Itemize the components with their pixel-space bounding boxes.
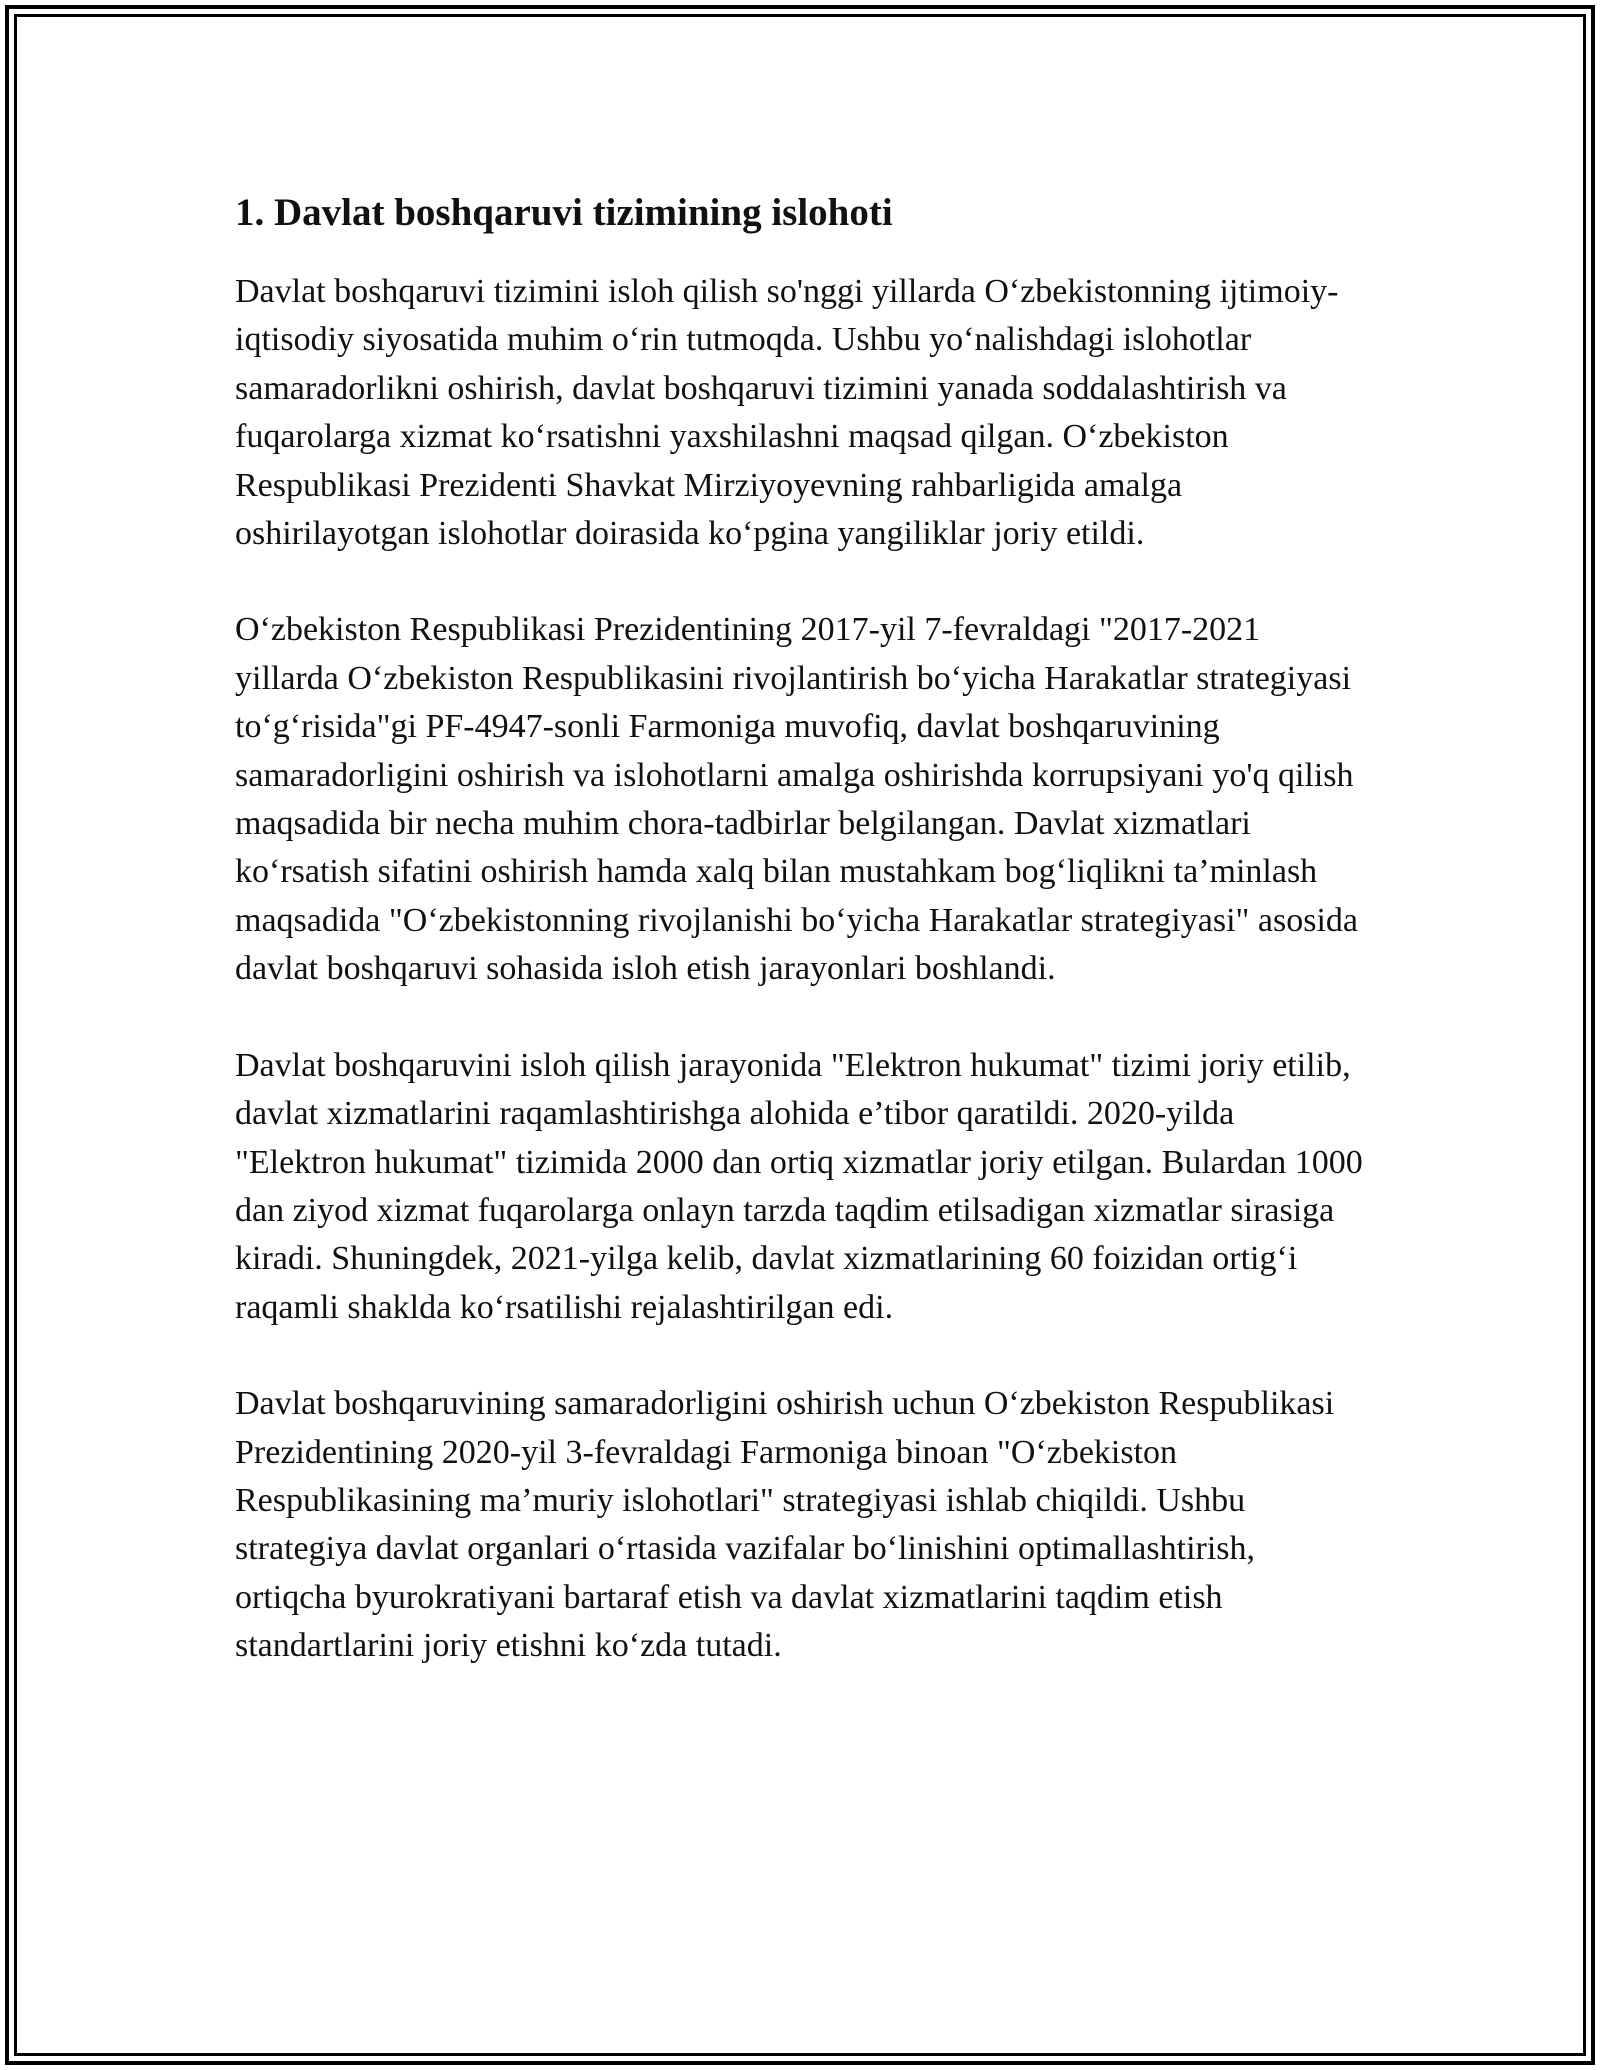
paragraph-1: Davlat boshqaruvi tizimini isloh qilish so'nggi yillarda O‘zbekistonning ijtimoiy-iqtisodiy siyosatida muhim o‘rin tutmoqda. Ushbu yo‘nalishdagi islohotlar samaradorlikni oshirish, davlat boshqaruvi tizimini yanada soddalashtirish va fuqarolarga xizmat ko‘rsatishni yaxshilashni maqsad qilgan. O‘zbekiston Respublikasi Prezidenti Shavkat Mirziyoyevning rahbarligida amalga oshirilayotgan islohotlar doirasida ko‘pgina yangiliklar joriy etildi. <box>235 273 1339 553</box>
paragraph-3: Davlat boshqaruvini isloh qilish jarayonida "Elektron hukumat" tizimi joriy etilib, davlat xizmatlarini raqamlashtirishga alohida e’tibor qaratildi. 2020-yilda "Elektron hukumat" tizimida 2000 dan ortiq xizmatlar joriy etilgan. Bulardan 1000 dan ziyod xizmat fuqarolarga onlayn tarzda taqdim etilsadigan xizmatlar sirasiga kiradi. Shuningdek, 2021-yilga kelib, davlat xizmatlarining 60 foizidan ortig‘i raqamli shaklda ko‘rsatilishi rejalashtirilgan edi. <box>235 1046 1363 1326</box>
paragraph-4: Davlat boshqaruvining samaradorligini oshirish uchun O‘zbekiston Respublikasi Prezidentining 2020-yil 3-fevraldagi Farmoniga binoan "O‘zbekiston Respublikasining ma’muriy islohotlari" strategiyasi ishlab chiqildi. Ushbu strategiya davlat organlari o‘rtasida vazifalar bo‘linishini optimallashtirish, ortiqcha byurokratiyani bartaraf etish va davlat xizmatlarini taqdim etish standartlarini joriy etishni ko‘zda tutadi. <box>235 1385 1335 1665</box>
document-body <box>235 186 1365 1671</box>
paragraph-2: O‘zbekiston Respublikasi Prezidentining 2017-yil 7-fevraldagi "2017-2021 yillarda O‘zbekiston Respublikasini rivojlantirish bo‘yicha Harakatlar strategiyasi to‘g‘risida"gi PF-4947-sonli Farmoniga muvofiq, davlat boshqaruvining samaradorligini oshirish va islohotlarni amalga oshirishda korrupsiyani yo'q qilish maqsadida bir necha muhim chora-tadbirlar belgilangan. Davlat xizmatlari ko‘rsatish sifatini oshirish hamda xalq bilan mustahkam bog‘liqlikni ta’minlash maqsadida "O‘zbekistonning rivojlanishi bo‘yicha Harakatlar strategiyasi" asosida davlat boshqaruvi sohasida isloh etish jarayonlari boshlandi. <box>235 611 1358 988</box>
section-heading: 1. Davlat boshqaruvi tizimining islohoti <box>235 191 893 234</box>
